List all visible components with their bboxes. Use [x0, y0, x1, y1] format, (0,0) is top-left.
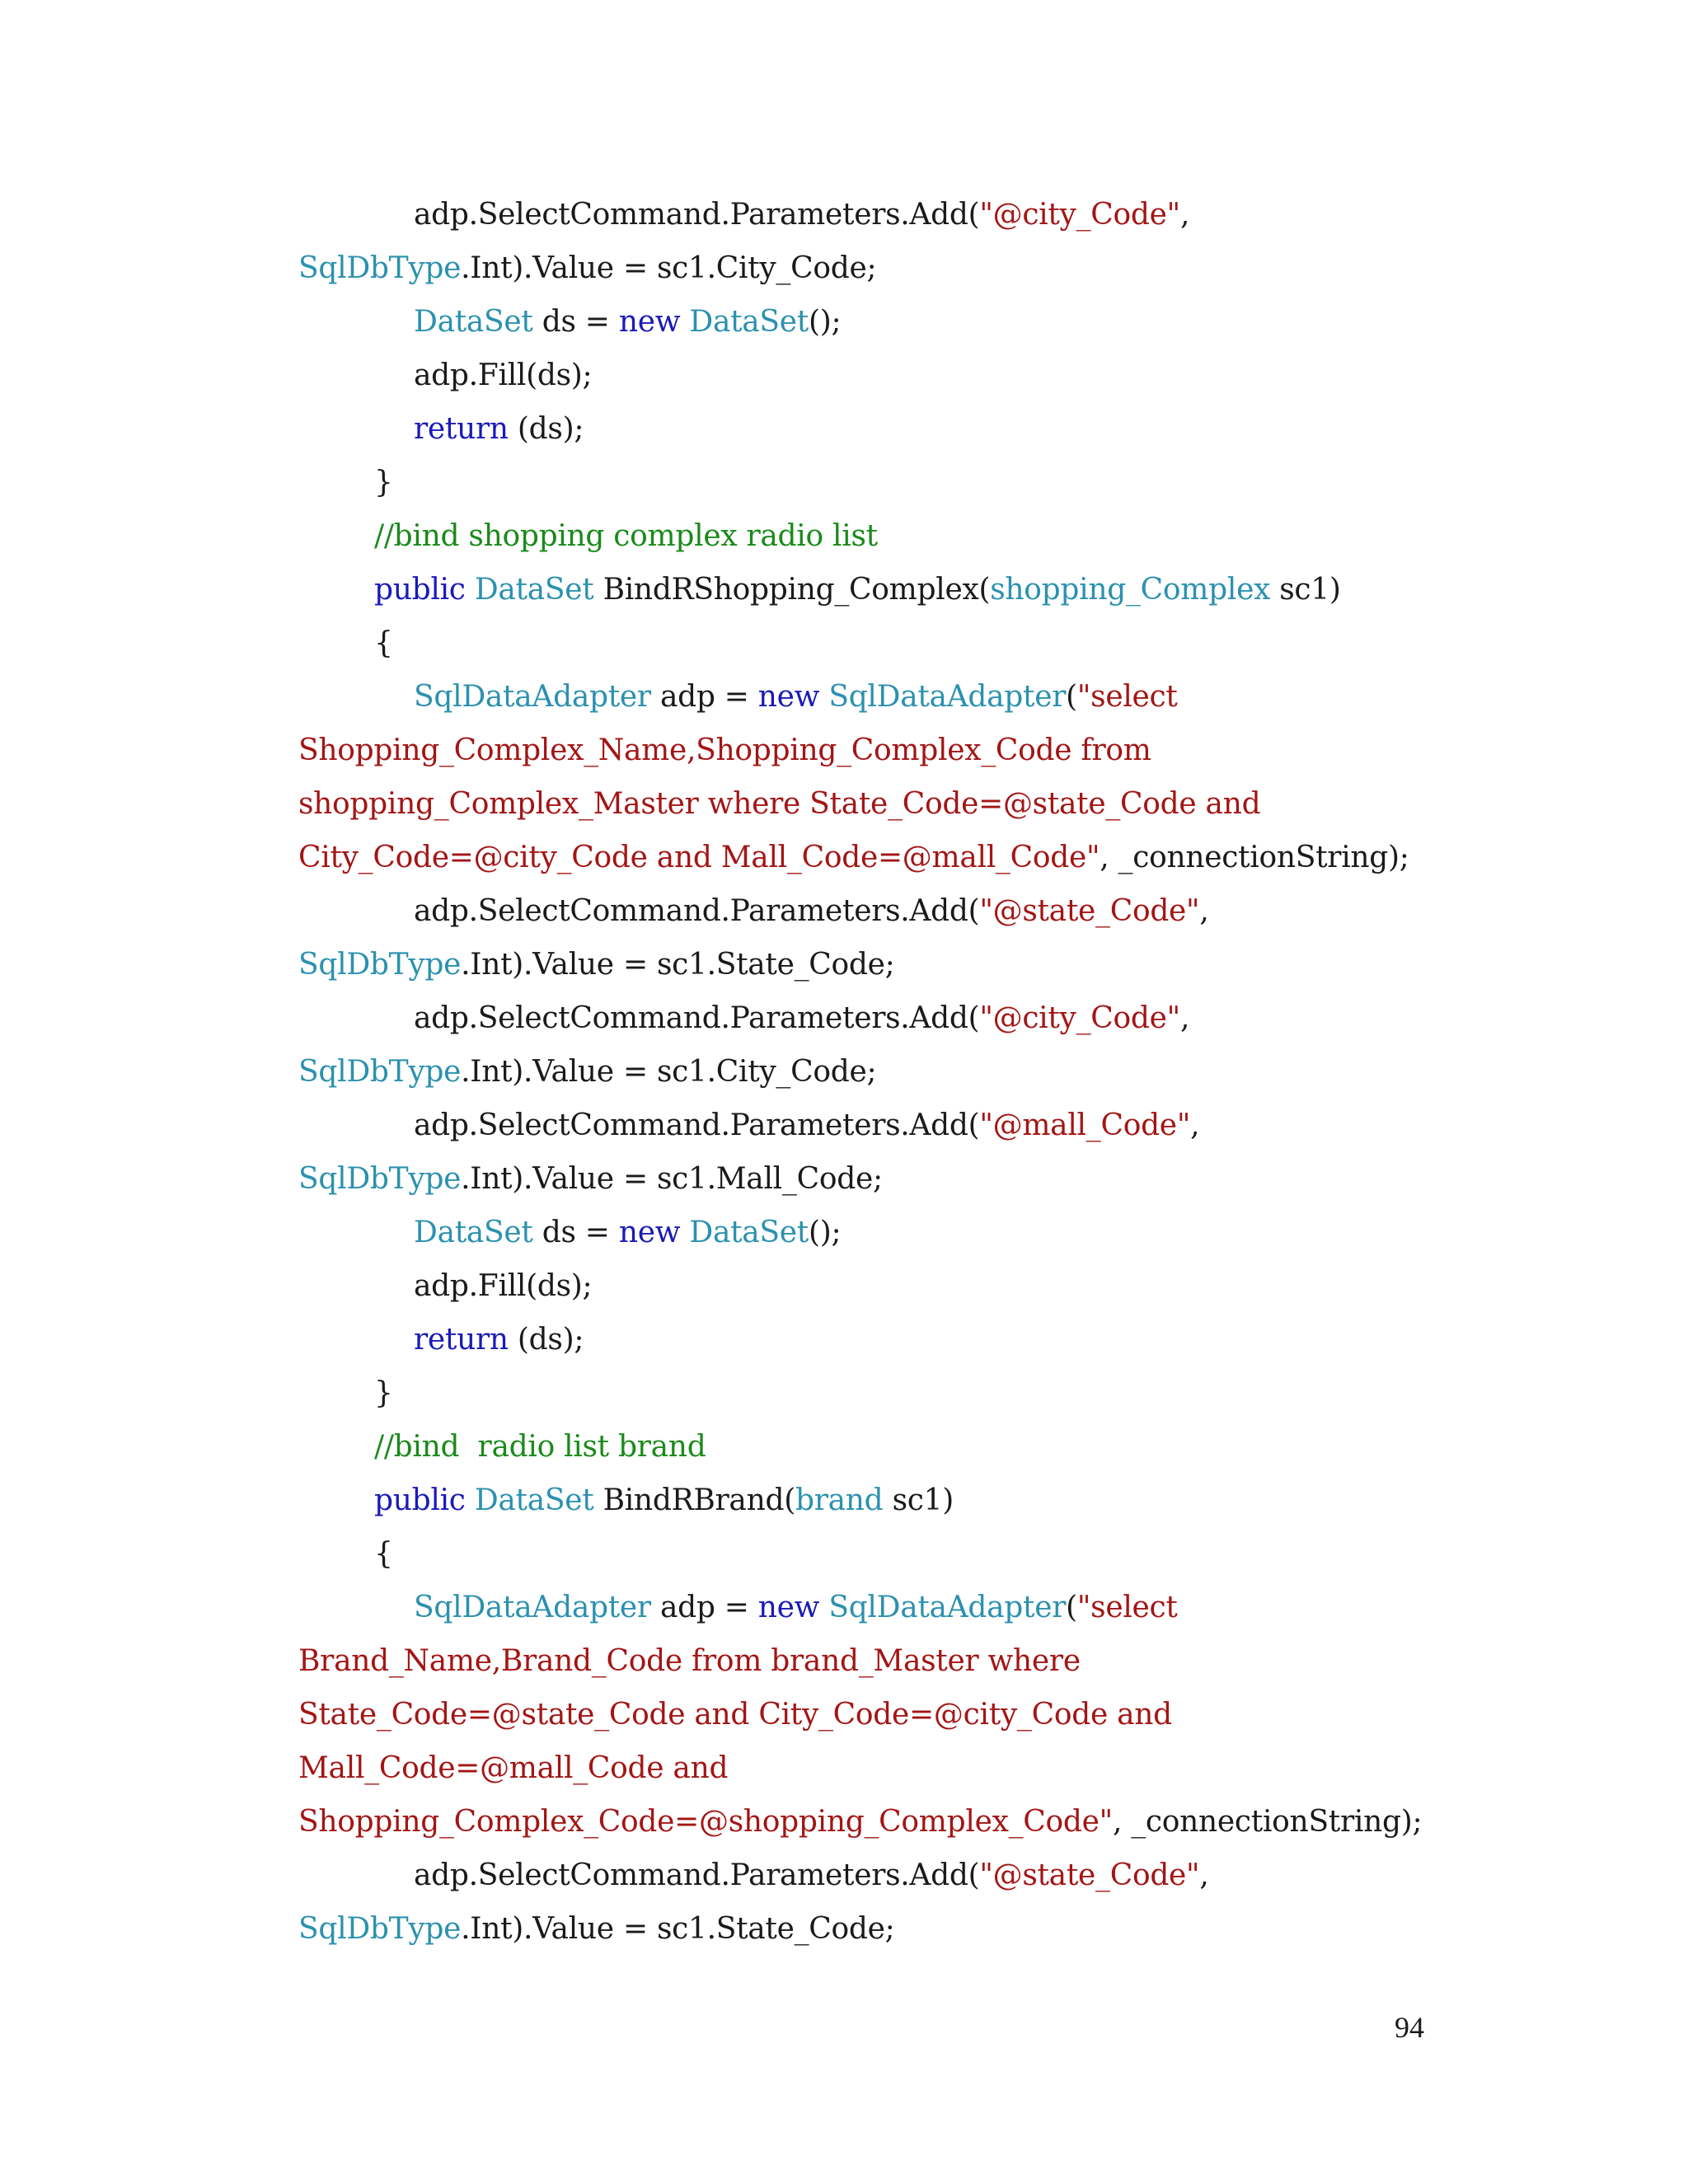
code-token-type: SqlDbType	[298, 948, 462, 982]
code-token-type: SqlDbType	[298, 1162, 462, 1196]
code-line	[298, 188, 1535, 241]
code-line	[298, 349, 1535, 402]
code-token-type: DataSet	[414, 305, 533, 339]
code-line	[298, 1099, 1535, 1152]
code-line	[298, 1366, 1535, 1420]
code-token-plain: ,	[1199, 894, 1209, 928]
code-line	[298, 563, 1535, 616]
code-token-plain: {	[374, 1537, 393, 1571]
code-line	[298, 1474, 1535, 1527]
code-token-comment: //bind shopping complex radio list	[374, 519, 878, 553]
code-token-string: Shopping_Complex_Code=@shopping_Complex_Code"	[298, 1805, 1113, 1839]
code-token-plain: (ds);	[508, 1323, 584, 1357]
code-token-plain: }	[374, 1376, 393, 1410]
code-line	[298, 884, 1535, 938]
code-line	[298, 616, 1535, 670]
code-token-plain: , _connectionString);	[1112, 1805, 1423, 1839]
code-token-plain: (	[1066, 680, 1077, 714]
code-line	[298, 1259, 1535, 1313]
code-line	[298, 1849, 1535, 1902]
code-token-plain: adp.SelectCommand.Parameters.Add(	[414, 198, 980, 232]
code-token-plain: , _connectionString);	[1100, 841, 1409, 874]
code-token-plain: .Int).Value = sc1.Mall_Code;	[461, 1162, 883, 1196]
code-token-plain: ();	[808, 305, 842, 339]
code-line	[298, 1527, 1535, 1581]
code-token-keyword: new	[757, 1591, 820, 1624]
code-line	[298, 938, 1535, 991]
code-token-plain: adp.SelectCommand.Parameters.Add(	[414, 1001, 980, 1035]
code-token-plain: .Int).Value = sc1.City_Code;	[461, 1055, 877, 1089]
code-token-plain: .Int).Value = sc1.State_Code;	[461, 948, 895, 982]
code-token-plain	[680, 305, 689, 339]
code-token-string: Shopping_Complex_Name,Shopping_Complex_Code from	[298, 733, 1151, 767]
code-token-plain: adp =	[650, 680, 758, 714]
code-token-string: Mall_Code=@mall_Code and	[298, 1751, 729, 1785]
code-token-keyword: public	[374, 1483, 466, 1517]
code-token-keyword: new	[757, 680, 820, 714]
code-token-type: DataSet	[414, 1216, 533, 1249]
code-line	[298, 456, 1535, 509]
code-token-string: shopping_Complex_Master where State_Code=@state_Code and	[298, 787, 1261, 821]
code-line	[298, 241, 1535, 295]
code-token-plain: sc1)	[883, 1483, 954, 1517]
code-line	[298, 831, 1535, 884]
code-token-type: shopping_Complex	[990, 573, 1271, 607]
code-token-string: "select	[1076, 680, 1178, 714]
code-token-type: SqlDbType	[298, 251, 462, 285]
code-token-plain: adp.Fill(ds);	[414, 1269, 593, 1303]
code-token-string: City_Code=@city_Code and Mall_Code=@mall_Code"	[298, 841, 1100, 874]
code-token-plain: .Int).Value = sc1.State_Code;	[461, 1912, 895, 1946]
code-token-plain: adp.SelectCommand.Parameters.Add(	[414, 1108, 980, 1142]
code-line	[298, 1420, 1535, 1474]
code-token-string: "@city_Code"	[979, 1001, 1180, 1035]
code-token-plain: ds =	[532, 305, 619, 339]
code-token-plain: adp =	[650, 1591, 758, 1624]
code-line	[298, 1152, 1535, 1206]
code-token-plain	[466, 573, 475, 607]
code-token-type: DataSet	[689, 1216, 809, 1249]
code-token-plain: ();	[808, 1216, 842, 1249]
code-token-type: DataSet	[474, 1483, 594, 1517]
code-token-string: "@state_Code"	[979, 1858, 1200, 1892]
code-token-plain: ,	[1179, 1001, 1190, 1035]
code-token-plain: sc1)	[1270, 573, 1341, 607]
code-token-string: State_Code=@state_Code and City_Code=@city_Code and	[298, 1698, 1172, 1732]
page-number: 94	[1395, 2011, 1424, 2044]
code-token-plain: adp.SelectCommand.Parameters.Add(	[414, 894, 980, 928]
code-token-plain	[819, 680, 828, 714]
code-line	[298, 1313, 1535, 1366]
code-token-type: brand	[795, 1483, 884, 1517]
code-token-plain: {	[374, 626, 393, 660]
code-line	[298, 1206, 1535, 1259]
code-token-type: DataSet	[474, 573, 594, 607]
code-listing	[298, 188, 1535, 1956]
code-token-plain	[466, 1483, 475, 1517]
code-token-plain: (	[1066, 1591, 1077, 1624]
code-token-keyword: new	[618, 305, 681, 339]
code-token-type: SqlDbType	[298, 1055, 462, 1089]
code-line	[298, 295, 1535, 349]
code-token-string: "@city_Code"	[979, 198, 1180, 232]
code-token-comment: //bind radio list brand	[374, 1430, 706, 1464]
code-token-plain: (ds);	[508, 412, 584, 446]
code-token-plain: adp.Fill(ds);	[414, 359, 593, 392]
code-token-type: DataSet	[689, 305, 809, 339]
code-line	[298, 1634, 1535, 1688]
code-token-plain: BindRBrand(	[593, 1483, 795, 1517]
code-token-plain: .Int).Value = sc1.City_Code;	[461, 251, 877, 285]
code-line	[298, 1045, 1535, 1099]
code-token-keyword: public	[374, 573, 466, 607]
code-line	[298, 1581, 1535, 1634]
code-token-plain: BindRShopping_Complex(	[593, 573, 991, 607]
code-line	[298, 1795, 1535, 1849]
code-token-type: SqlDataAdapter	[414, 1591, 651, 1624]
code-token-string: "@state_Code"	[979, 894, 1200, 928]
code-line	[298, 724, 1535, 777]
code-token-string: "select	[1076, 1591, 1178, 1624]
code-token-plain: }	[374, 466, 393, 499]
code-line	[298, 402, 1535, 456]
code-token-plain: ds =	[532, 1216, 619, 1249]
code-line	[298, 509, 1535, 563]
code-token-plain: adp.SelectCommand.Parameters.Add(	[414, 1858, 980, 1892]
code-line	[298, 991, 1535, 1045]
code-line	[298, 670, 1535, 724]
code-token-keyword: return	[414, 1323, 509, 1357]
code-token-keyword: new	[618, 1216, 681, 1249]
code-token-type: SqlDataAdapter	[414, 680, 651, 714]
code-token-plain: ,	[1190, 1108, 1200, 1142]
code-line	[298, 1902, 1535, 1956]
code-line	[298, 777, 1535, 831]
code-line	[298, 1688, 1535, 1741]
code-token-string: Brand_Name,Brand_Code from brand_Master where	[298, 1644, 1081, 1678]
code-token-plain: ,	[1179, 198, 1190, 232]
code-token-string: "@mall_Code"	[979, 1108, 1191, 1142]
code-token-type: SqlDataAdapter	[828, 1591, 1067, 1624]
code-token-plain: ,	[1199, 1858, 1209, 1892]
code-token-type: SqlDataAdapter	[828, 680, 1067, 714]
code-token-type: SqlDbType	[298, 1912, 462, 1946]
code-token-keyword: return	[414, 412, 509, 446]
code-token-plain	[819, 1591, 828, 1624]
code-line	[298, 1741, 1535, 1795]
code-token-plain	[680, 1216, 689, 1249]
